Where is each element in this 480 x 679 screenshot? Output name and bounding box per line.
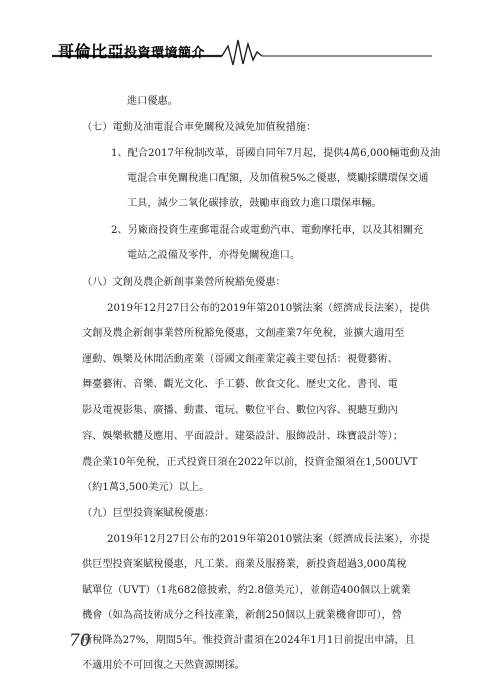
text-line: 進口優惠。	[127, 96, 178, 107]
paragraph-line: 2019年12月27日公布的2019年第2010號法案（經濟成長法案），提供	[107, 303, 430, 314]
paragraph-line: 運動、娛樂及休閒活動產業（哥國文創產業定義主要包括：視覺藝術、	[82, 354, 398, 365]
header-title-subtitle: 投資環境簡介	[124, 46, 206, 61]
paragraph-line: （約1萬3,500美元）以上。	[82, 482, 210, 493]
paragraph-line: 供巨型投資案賦稅優惠，凡工業、商業及服務業，新投資超過3,000萬稅	[82, 559, 407, 570]
paragraph-line: 農企業10年免稅，正式投資日須在2022年以前，投資金額須在1,500UVT	[82, 457, 418, 468]
section-heading-9: （九）巨型投資案賦稅優惠：	[82, 508, 215, 519]
page-header	[0, 34, 480, 70]
paragraph-line: 機會（如為高技術成分之科技產業，新創250個以上就業機會即可），營	[82, 610, 402, 621]
paragraph-line: 影及電視影集、廣播、動畫、電玩、數位平台、數位內容、視聽互動內	[82, 405, 398, 416]
list-item-2: 2、另廠商投資生產郵電混合或電動汽車、電動摩托車，以及其相關充	[111, 225, 424, 236]
header-title	[58, 39, 205, 62]
list-item-1: 1、配合2017年稅制改革，哥國自同年7月起，提供4萬6,000輛電動及油	[111, 148, 441, 159]
paragraph-line: 2019年12月27日公布的2019年第2010號法案（經濟成長法案），亦提	[107, 534, 430, 545]
text-line: 工具，減少二氧化碳排放，鼓勵車商致力進口環保車輛。	[127, 198, 382, 209]
text-line: 電混合車免關稅進口配額，及加值稅5%之優惠，獎勵採購環保交通	[127, 173, 429, 184]
paragraph-line: 舞臺藝術、音樂、觀光文化、手工藝、飲食文化、歷史文化、書刊、電	[82, 379, 398, 390]
paragraph-line: 所稅降為27%，期間5年。惟投資計畫須在2024年1月1日前提出申請，且	[82, 635, 415, 646]
paragraph-line: 文創及農企新創事業營所稅豁免優惠，文創產業7年免稅，並擴大適用至	[82, 328, 405, 339]
page-number: 70	[69, 631, 91, 651]
paragraph-line: 容、娛樂軟體及應用、平面設計、建築設計、服飾設計、珠寶設計等）；	[82, 431, 403, 442]
section-heading-7: （七）電動及油電混合車免關稅及減免加值稅措施：	[82, 122, 317, 133]
header-title-country: 哥倫比亞	[58, 42, 125, 61]
paragraph-line: 賦單位（UVT）（1兆682億披索，約2.8億美元），並創造400個以上就業	[82, 585, 411, 596]
section-heading-8: （八）文創及農企新創事業營所稅豁免優惠：	[82, 277, 286, 288]
text-line: 電站之設備及零件，亦得免關稅進口。	[127, 250, 301, 261]
paragraph-line: 不適用於不可回復之天然資源開採。	[82, 660, 245, 671]
